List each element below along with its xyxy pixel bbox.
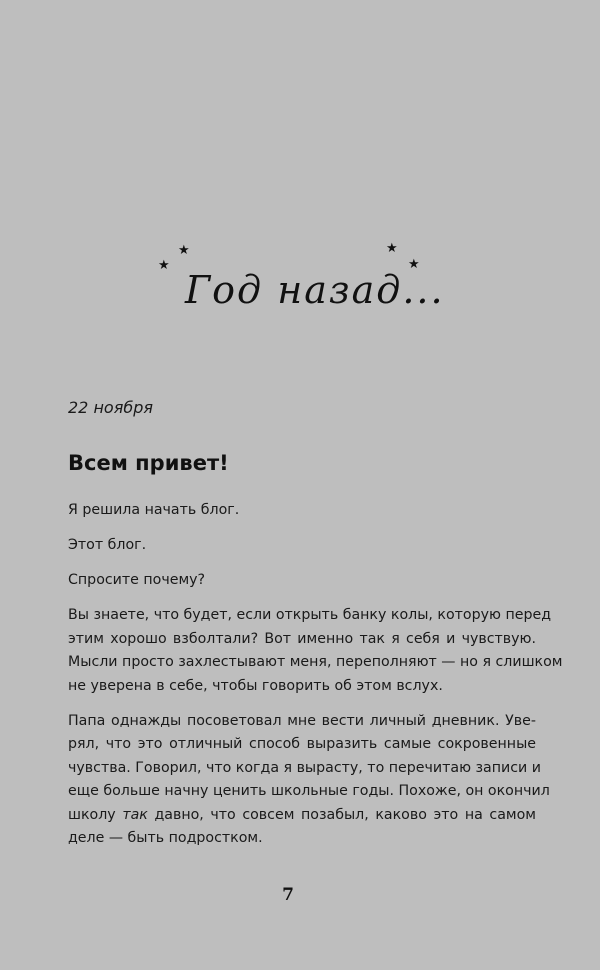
text-line: Я решила начать блог. (68, 502, 240, 518)
star-icon: ★ (178, 243, 190, 258)
text-line: не уверена в себе, чтобы говорить об этом вслух. (68, 677, 443, 694)
text-line: деле — быть подростком. (68, 830, 263, 846)
text-line: Вы знаете, что будет, если открыть банку колы, которую перед (68, 607, 552, 623)
text-line: рял, что это отличный способ выразить самые сокровенные (68, 736, 536, 752)
emphasized-word: так (122, 806, 148, 823)
text-line: чувства. Говорил, что когда я вырасту, то перечитаю записи и (68, 759, 542, 776)
chapter-heading (150, 238, 445, 318)
text-line: Мысли просто захлестывают меня, переполняют — но я слишком (68, 654, 563, 670)
post-body (68, 499, 563, 862)
paragraph (68, 499, 536, 523)
text-line: этим хорошо взболтали? Вот именно так я себя и чувствую. (68, 630, 536, 647)
paragraph (68, 604, 563, 698)
chapter-title: Год назад... (185, 268, 445, 312)
text-line: Спросите почему? (68, 572, 206, 588)
paragraph (68, 569, 536, 593)
post-date: 22 ноября (68, 398, 153, 417)
text-line: Этот блог. (68, 537, 147, 553)
star-icon: ★ (408, 257, 420, 272)
text-line: еще больше начну ценить школьные годы. Похоже, он окончил (68, 783, 550, 799)
text-line: Папа однажды посоветовал мне вести личный дневник. Уве- (68, 712, 536, 729)
post-title: Всем привет! (68, 451, 229, 475)
star-icon: ★ (386, 241, 398, 256)
star-icon: ★ (158, 258, 170, 273)
paragraph (68, 710, 550, 851)
page-number: 7 (282, 885, 294, 905)
text-line: школу так давно, что совсем позабыл, каково это на самом (68, 806, 536, 823)
paragraph (68, 534, 536, 558)
